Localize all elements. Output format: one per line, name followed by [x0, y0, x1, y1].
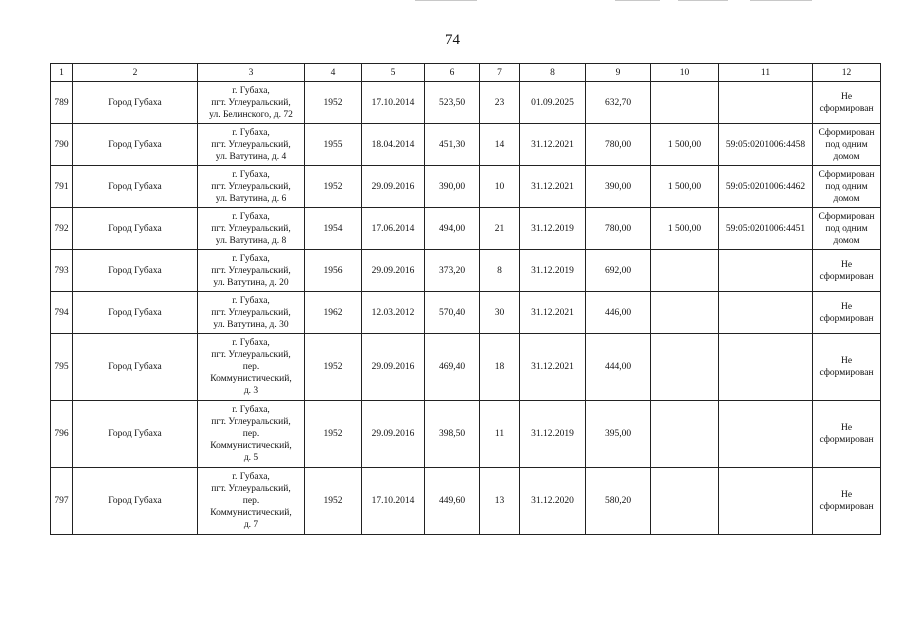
area-cell: 494,00 [425, 208, 480, 250]
table-row [51, 166, 881, 208]
municipality-cell: Город Губаха [73, 124, 198, 166]
address-cell: г. Губаха, пгт. Углеуральский, ул. Ватутина, д. 20 [198, 250, 305, 292]
area-cell: 570,40 [425, 292, 480, 334]
status-cell: Сформирован под одним домом [813, 166, 881, 208]
municipality-cell: Город Губаха [73, 401, 198, 468]
row-number-cell: 793 [51, 250, 73, 292]
area-cell: 373,20 [425, 250, 480, 292]
column-header: 9 [586, 64, 651, 82]
count-cell: 14 [480, 124, 520, 166]
table-row [51, 334, 881, 401]
area-2-cell: 395,00 [586, 401, 651, 468]
area-2-cell: 444,00 [586, 334, 651, 401]
area-2-cell: 446,00 [586, 292, 651, 334]
deadline-cell: 31.12.2020 [520, 468, 586, 535]
municipality-cell: Город Губаха [73, 468, 198, 535]
address-cell: г. Губаха, пгт. Углеуральский, ул. Белинского, д. 72 [198, 82, 305, 124]
year-cell: 1952 [305, 401, 362, 468]
count-cell: 18 [480, 334, 520, 401]
row-number-cell: 797 [51, 468, 73, 535]
cadastral-number-cell [719, 292, 813, 334]
area-cell: 451,30 [425, 124, 480, 166]
table-row [51, 250, 881, 292]
table-row [51, 292, 881, 334]
date-cell: 17.10.2014 [362, 468, 425, 535]
count-cell: 10 [480, 166, 520, 208]
status-cell: Не сформирован [813, 468, 881, 535]
deadline-cell: 31.12.2021 [520, 334, 586, 401]
area-2-cell: 580,20 [586, 468, 651, 535]
area-cell: 390,00 [425, 166, 480, 208]
land-area-cell [651, 82, 719, 124]
municipality-cell: Город Губаха [73, 292, 198, 334]
count-cell: 11 [480, 401, 520, 468]
column-header: 6 [425, 64, 480, 82]
table-row [51, 401, 881, 468]
cadastral-number-cell: 59:05:0201006:4451 [719, 208, 813, 250]
municipality-cell: Город Губаха [73, 82, 198, 124]
year-cell: 1952 [305, 468, 362, 535]
year-cell: 1952 [305, 82, 362, 124]
column-header: 2 [73, 64, 198, 82]
area-cell: 523,50 [425, 82, 480, 124]
address-cell: г. Губаха, пгт. Углеуральский, пер. Коммунистический, д. 3 [198, 334, 305, 401]
area-2-cell: 780,00 [586, 208, 651, 250]
deadline-cell: 31.12.2021 [520, 166, 586, 208]
year-cell: 1955 [305, 124, 362, 166]
year-cell: 1962 [305, 292, 362, 334]
row-number-cell: 792 [51, 208, 73, 250]
cadastral-number-cell [719, 82, 813, 124]
column-header: 8 [520, 64, 586, 82]
cadastral-number-cell [719, 250, 813, 292]
top-edge-rule [750, 0, 812, 1]
cadastral-number-cell: 59:05:0201006:4462 [719, 166, 813, 208]
date-cell: 29.09.2016 [362, 401, 425, 468]
count-cell: 30 [480, 292, 520, 334]
land-area-cell: 1 500,00 [651, 124, 719, 166]
date-cell: 12.03.2012 [362, 292, 425, 334]
column-header: 10 [651, 64, 719, 82]
row-number-cell: 794 [51, 292, 73, 334]
date-cell: 29.09.2016 [362, 250, 425, 292]
area-2-cell: 390,00 [586, 166, 651, 208]
area-2-cell: 632,70 [586, 82, 651, 124]
status-cell: Не сформирован [813, 250, 881, 292]
municipality-cell: Город Губаха [73, 166, 198, 208]
table-row [51, 124, 881, 166]
land-area-cell [651, 250, 719, 292]
status-cell: Сформирован под одним домом [813, 124, 881, 166]
date-cell: 18.04.2014 [362, 124, 425, 166]
year-cell: 1956 [305, 250, 362, 292]
table-row [51, 208, 881, 250]
cadastral-number-cell [719, 468, 813, 535]
deadline-cell: 31.12.2019 [520, 208, 586, 250]
land-area-cell: 1 500,00 [651, 166, 719, 208]
date-cell: 29.09.2016 [362, 334, 425, 401]
cadastral-number-cell [719, 401, 813, 468]
date-cell: 17.10.2014 [362, 82, 425, 124]
column-header: 5 [362, 64, 425, 82]
row-number-cell: 795 [51, 334, 73, 401]
registry-table [50, 63, 881, 535]
address-cell: г. Губаха, пгт. Углеуральский, ул. Ватутина, д. 30 [198, 292, 305, 334]
year-cell: 1952 [305, 334, 362, 401]
area-2-cell: 780,00 [586, 124, 651, 166]
deadline-cell: 31.12.2021 [520, 124, 586, 166]
column-header: 1 [51, 64, 73, 82]
land-area-cell [651, 292, 719, 334]
row-number-cell: 791 [51, 166, 73, 208]
status-cell: Сформирован под одним домом [813, 208, 881, 250]
area-cell: 469,40 [425, 334, 480, 401]
area-2-cell: 692,00 [586, 250, 651, 292]
cadastral-number-cell: 59:05:0201006:4458 [719, 124, 813, 166]
area-cell: 398,50 [425, 401, 480, 468]
deadline-cell: 31.12.2019 [520, 250, 586, 292]
land-area-cell [651, 468, 719, 535]
table-row [51, 82, 881, 124]
column-header: 3 [198, 64, 305, 82]
status-cell: Не сформирован [813, 401, 881, 468]
row-number-cell: 796 [51, 401, 73, 468]
column-header: 12 [813, 64, 881, 82]
column-number-row [51, 64, 881, 82]
top-edge-rule [415, 0, 477, 1]
status-cell: Не сформирован [813, 82, 881, 124]
address-cell: г. Губаха, пгт. Углеуральский, пер. Коммунистический, д. 5 [198, 401, 305, 468]
deadline-cell: 31.12.2019 [520, 401, 586, 468]
municipality-cell: Город Губаха [73, 208, 198, 250]
municipality-cell: Город Губаха [73, 334, 198, 401]
page-number: 74 [445, 32, 460, 48]
cadastral-number-cell [719, 334, 813, 401]
count-cell: 13 [480, 468, 520, 535]
area-cell: 449,60 [425, 468, 480, 535]
column-header: 11 [719, 64, 813, 82]
land-area-cell [651, 334, 719, 401]
row-number-cell: 789 [51, 82, 73, 124]
status-cell: Не сформирован [813, 334, 881, 401]
status-cell: Не сформирован [813, 292, 881, 334]
row-number-cell: 790 [51, 124, 73, 166]
address-cell: г. Губаха, пгт. Углеуральский, ул. Ватутина, д. 4 [198, 124, 305, 166]
table-row [51, 468, 881, 535]
land-area-cell: 1 500,00 [651, 208, 719, 250]
deadline-cell: 31.12.2021 [520, 292, 586, 334]
address-cell: г. Губаха, пгт. Углеуральский, ул. Ватутина, д. 6 [198, 166, 305, 208]
municipality-cell: Город Губаха [73, 250, 198, 292]
count-cell: 23 [480, 82, 520, 124]
top-edge-rule [678, 0, 728, 1]
count-cell: 8 [480, 250, 520, 292]
year-cell: 1952 [305, 166, 362, 208]
address-cell: г. Губаха, пгт. Углеуральский, пер. Коммунистический, д. 7 [198, 468, 305, 535]
count-cell: 21 [480, 208, 520, 250]
year-cell: 1954 [305, 208, 362, 250]
column-header: 4 [305, 64, 362, 82]
land-area-cell [651, 401, 719, 468]
top-edge-rule [615, 0, 660, 1]
address-cell: г. Губаха, пгт. Углеуральский, ул. Ватутина, д. 8 [198, 208, 305, 250]
column-header: 7 [480, 64, 520, 82]
deadline-cell: 01.09.2025 [520, 82, 586, 124]
date-cell: 29.09.2016 [362, 166, 425, 208]
date-cell: 17.06.2014 [362, 208, 425, 250]
